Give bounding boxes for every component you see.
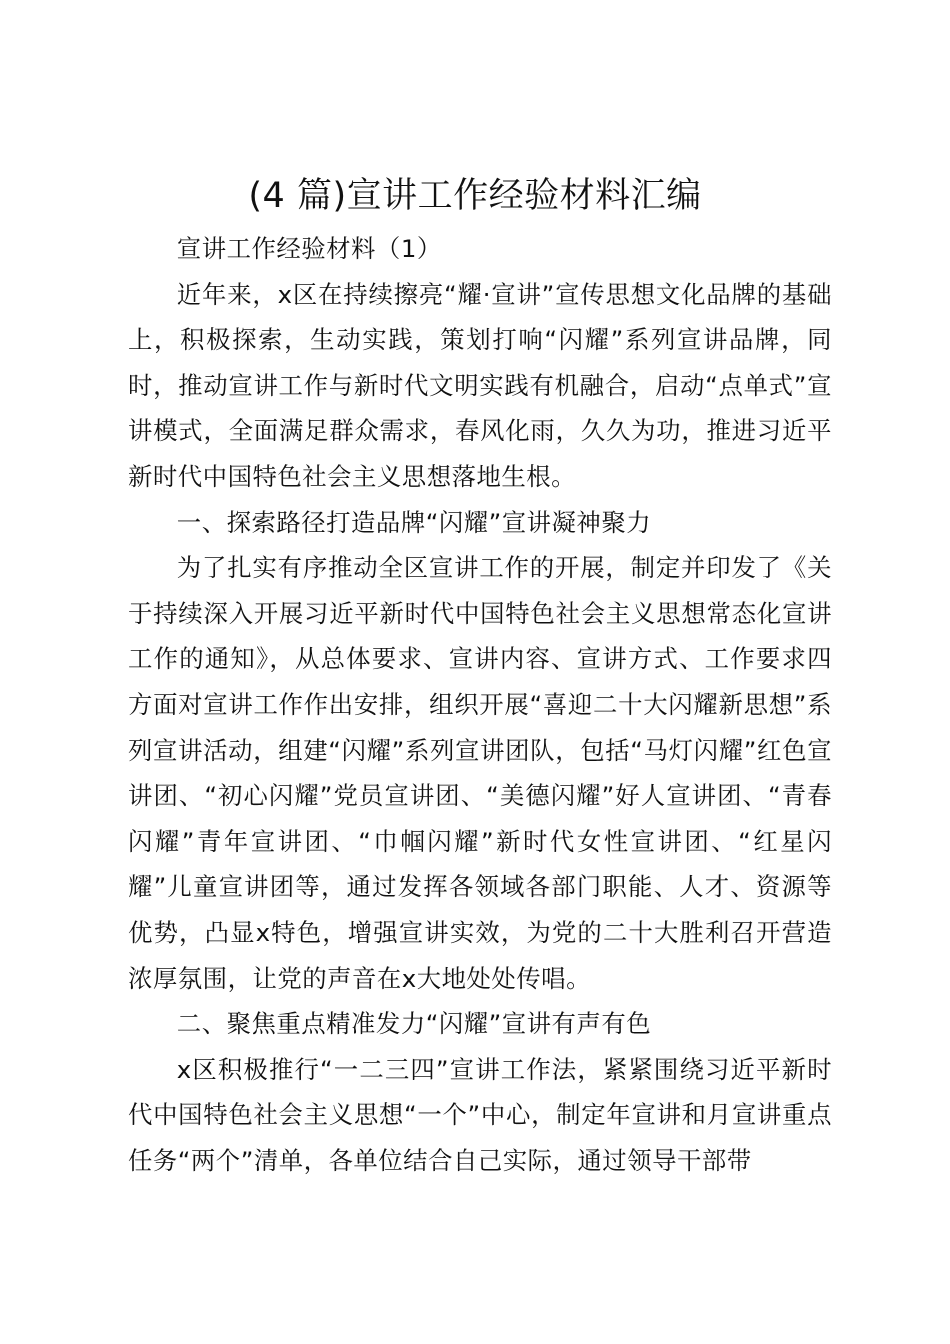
section-heading: 一、探索路径打造品牌“闪耀”宣讲凝神聚力 bbox=[176, 507, 652, 537]
document-body bbox=[128, 226, 832, 1183]
body-paragraph: x区积极推行“一二三四”宣讲工作法，紧紧围绕习近平新时代中国特色社会主义思想“一个”中心，制定年宣讲和月宣讲重点任务“两个”清单，各单位结合自己实际，通过领导干部带 bbox=[128, 1054, 832, 1175]
section-heading: 宣讲工作经验材料（1） bbox=[176, 234, 442, 263]
body-paragraph: 为了扎实有序推动全区宣讲工作的开展，制定并印发了《关于持续深入开展习近平新时代中国特色社会主义思想常态化宣讲工作的通知》，从总体要求、宣讲内容、宣讲方式、工作要求四方面对宣讲工作作出安排，组织开展“喜迎二十大闪耀新思想”系列宣讲活动，组建“闪耀”系列宣讲团队，包括“马灯闪耀”红色宣讲团、“初心闪耀”党员宣讲团、“美德闪耀”好人宣讲团、“青春闪耀”青年宣讲团、“巾帼闪耀”新时代女性宣讲团、“红星闪耀”儿童宣讲团等，通过发挥各领域各部门职能、人才、资源等优势，凸显x特色，增强宣讲实效，为党的二十大胜利召开营造浓厚氛围，让党的声音在x大地处处传唱。 bbox=[128, 553, 832, 993]
section-heading: 二、聚焦重点精准发力“闪耀”宣讲有声有色 bbox=[176, 1009, 652, 1039]
body-paragraph: 近年来，x区在持续擦亮“耀·宣讲”宣传思想文化品牌的基础上，积极探索，生动实践，策划打响“闪耀”系列宣讲品牌，同时，推动宣讲工作与新时代文明实践有机融合，启动“点单式”宣讲模式，全面满足群众需求，春风化雨，久久为功，推进习近平新时代中国特色社会主义思想落地生根。 bbox=[128, 279, 832, 491]
document-title: (4 篇)宣讲工作经验材料汇编 bbox=[248, 176, 702, 216]
